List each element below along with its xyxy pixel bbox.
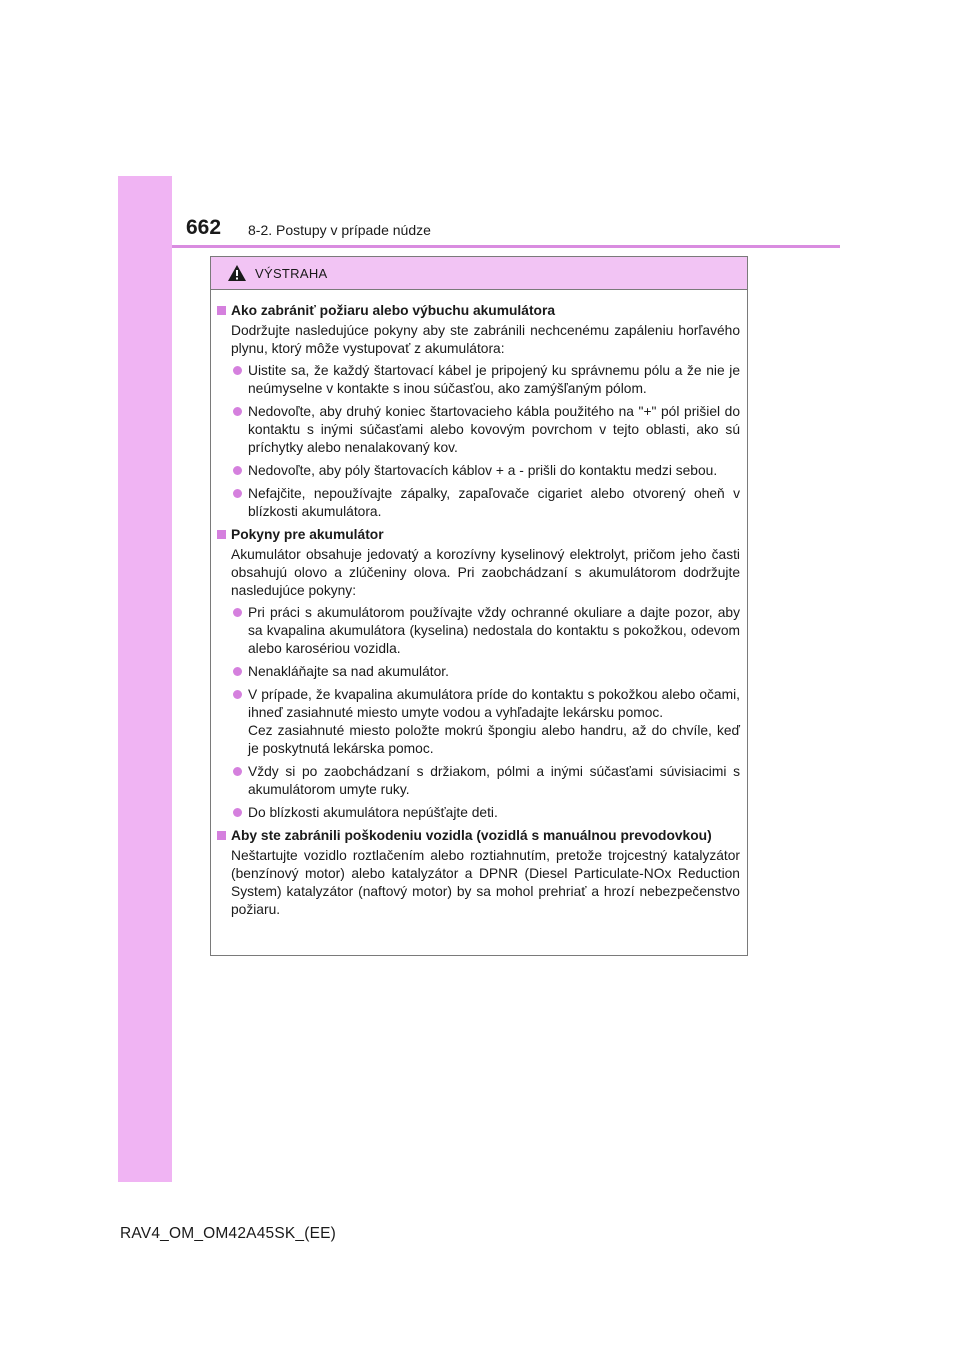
list-item: Nefajčite, nepoužívajte zápalky, zapaľovače cigariet alebo otvorený oheň v blízkosti akumulátora. bbox=[231, 485, 740, 521]
warning-triangle-icon bbox=[227, 264, 247, 282]
square-bullet-icon bbox=[217, 831, 226, 840]
section-intro: Akumulátor obsahuje jedovatý a korozívny kyselinový elektrolyt, pričom jeho časti obsahujú olovo a zlúčeniny olova. Pri zaobchádzaní s akumulátorom dodržujte nasledujúce pokyny: bbox=[231, 547, 740, 598]
warning-header bbox=[211, 257, 747, 290]
circle-bullet-icon bbox=[233, 667, 242, 676]
warning-box bbox=[210, 256, 748, 956]
list-item: Do blízkosti akumulátora nepúšťajte deti. bbox=[231, 804, 740, 822]
page-number: 662 bbox=[186, 216, 222, 239]
header-divider bbox=[172, 245, 840, 248]
circle-bullet-icon bbox=[233, 808, 242, 817]
footer-code: RAV4_OM_OM42A45SK_(EE) bbox=[120, 1225, 337, 1242]
section-intro: Neštartujte vozidlo roztlačením alebo roztiahnutím, pretože trojcestný katalyzátor (benzínový motor) alebo katalyzátor a DPNR (Diesel Particulate-NOx Reduction System) katalyzátor (naftový motor) by sa mohol prehriať a hrozí nebezpečenstvo požiaru. bbox=[231, 848, 740, 917]
list-item: Vždy si po zaobchádzaní s držiakom, pólmi a inými súčasťami súvisiacimi s akumulátorom umyte ruky. bbox=[231, 763, 740, 799]
list-item: Nedovoľte, aby druhý koniec štartovacieho kábla použitého na "+" pól prišiel do kontaktu s inými súčasťami alebo kovovým povrchom v tejto oblasti, ako sú príchytky alebo nenalakovaný kov. bbox=[231, 403, 740, 457]
section-title: 8-2. Postupy v prípade núdze bbox=[248, 222, 431, 238]
circle-bullet-icon bbox=[233, 767, 242, 776]
square-bullet-icon bbox=[217, 530, 226, 539]
warning-body bbox=[211, 290, 747, 919]
square-bullet-icon bbox=[217, 306, 226, 315]
section-intro: Dodržujte nasledujúce pokyny aby ste zabránili nechcenému zapáleniu horľavého plynu, ktorý môže vystupovať z akumulátora: bbox=[231, 323, 740, 356]
circle-bullet-icon bbox=[233, 407, 242, 416]
circle-bullet-icon bbox=[233, 366, 242, 375]
list-item: Nenakláňajte sa nad akumulátor. bbox=[231, 663, 740, 681]
circle-bullet-icon bbox=[233, 466, 242, 475]
section-heading: Aby ste zabránili poškodeniu vozidla (vozidlá s manuálnou prevodovkou) bbox=[216, 827, 740, 845]
side-band bbox=[118, 176, 172, 1182]
section-heading: Pokyny pre akumulátor bbox=[216, 526, 740, 544]
section-heading: Ako zabrániť požiaru alebo výbuchu akumulátora bbox=[216, 302, 740, 320]
list-item: Nedovoľte, aby póly štartovacích káblov + a - prišli do kontaktu medzi sebou. bbox=[231, 462, 740, 480]
circle-bullet-icon bbox=[233, 608, 242, 617]
list-item: Uistite sa, že každý štartovací kábel je pripojený ku správnemu pólu a že nie je neúmyselne v kontakte s inou súčasťou, ako zamýšľaným pólom. bbox=[231, 362, 740, 398]
warning-title: VÝSTRAHA bbox=[255, 265, 328, 281]
list-item: Pri práci s akumulátorom používajte vždy ochranné okuliare a dajte pozor, aby sa kvapalina akumulátora (kyselina) nedostala do kontaktu s pokožkou, odevom alebo karosériou vozidla. bbox=[231, 604, 740, 658]
circle-bullet-icon bbox=[233, 489, 242, 498]
circle-bullet-icon bbox=[233, 690, 242, 699]
list-item: V prípade, že kvapalina akumulátora príde do kontaktu s pokožkou alebo očami, ihneď zasiahnuté miesto umyte vodou a vyhľadajte lekársku pomoc. Cez zasiahnuté miesto položte mokrú špongiu alebo handru, až do chvíle, keď je poskytnutá lekárska pomoc. bbox=[231, 686, 740, 758]
